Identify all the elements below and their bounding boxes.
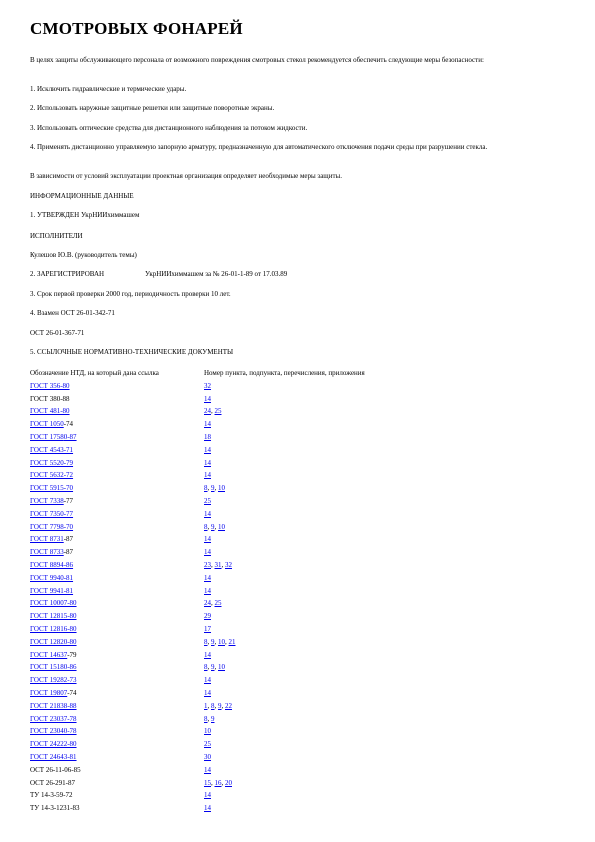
document-link[interactable]: ГОСТ 8894-86 (30, 561, 74, 569)
document-designation (30, 638, 77, 647)
clause-link[interactable]: 9 (211, 484, 215, 493)
section-heading-references: 5. ССЫЛОЧНЫЕ НОРМАТИВНО-ТЕХНИЧЕСКИЕ ДОКУМЕНТЫ (30, 348, 234, 356)
separator: , (207, 714, 211, 723)
document-designation (30, 651, 77, 660)
clause-link[interactable]: 20 (225, 778, 232, 787)
clause-references (204, 523, 225, 532)
separator: , (211, 599, 215, 608)
clause-references (204, 779, 232, 788)
document-text: ТУ 14-3-1231-83 (30, 804, 80, 813)
document-link[interactable]: ГОСТ 12820-80 (30, 637, 77, 646)
document-designation (30, 382, 70, 391)
clause-references (204, 484, 225, 493)
document-link[interactable]: ГОСТ 10007-80 (30, 599, 77, 608)
clause-link[interactable]: 14 (204, 804, 211, 813)
document-link[interactable]: ГОСТ 481-80 (30, 407, 70, 416)
document-link[interactable]: ГОСТ 5915-70 (30, 484, 74, 493)
separator: , (221, 778, 225, 787)
document-link[interactable]: ГОСТ 356-80 (30, 381, 70, 390)
document-designation (30, 574, 73, 583)
document-link[interactable]: ГОСТ 24222-80 (30, 740, 77, 749)
document-designation (30, 471, 73, 480)
safety-item-3: 3. Использовать оптические средства для дистанционного наблюдения за потоком жидкости. (30, 124, 308, 132)
section-heading-executors: ИСПОЛНИТЕЛИ (30, 232, 83, 240)
clause-link[interactable]: 21 (228, 637, 236, 646)
clause-link[interactable]: 30 (204, 753, 211, 761)
document-designation (30, 523, 73, 532)
clause-link[interactable]: 9 (211, 714, 215, 723)
document-designation (30, 599, 77, 608)
document-text: -79 (67, 650, 77, 659)
clause-references (204, 740, 211, 749)
clause-references (204, 382, 211, 391)
clause-link[interactable]: 8 (204, 522, 208, 531)
clause-link[interactable]: 14 (204, 548, 211, 557)
safety-item-1: 1. Исключить гидравлические и термические удары. (30, 85, 187, 93)
clause-references (204, 638, 236, 647)
clause-references (204, 727, 211, 736)
clause-link[interactable]: 1 (204, 701, 208, 710)
separator: , (214, 522, 218, 531)
clause-link[interactable]: 9 (211, 663, 215, 672)
document-designation (30, 561, 73, 570)
table-row (30, 638, 570, 651)
clause-references (204, 599, 222, 608)
table-row (30, 523, 570, 536)
document-link[interactable]: ГОСТ 7350-77 (30, 509, 74, 518)
table-row (30, 740, 570, 753)
document-link[interactable]: ГОСТ 12816-80 (30, 625, 77, 633)
document-link[interactable]: ГОСТ 7798-70 (30, 522, 74, 531)
document-link[interactable]: ГОСТ 15180-86 (30, 663, 77, 672)
clause-references (204, 446, 211, 455)
table-row (30, 625, 570, 638)
clause-link[interactable]: 14 (204, 420, 211, 429)
table-row (30, 510, 570, 523)
document-designation (30, 407, 70, 416)
document-link[interactable]: ГОСТ 9940-81 (30, 573, 74, 582)
separator: , (214, 701, 218, 710)
table-row (30, 382, 570, 395)
table-row (30, 484, 570, 497)
clause-link[interactable]: 10 (218, 522, 225, 531)
clause-link[interactable]: 22 (225, 701, 232, 710)
clause-references (204, 804, 211, 813)
separator: , (225, 637, 229, 646)
clause-link[interactable]: 17 (204, 625, 211, 633)
document-link[interactable]: ГОСТ 5520-79 (30, 458, 74, 467)
document-link[interactable]: ГОСТ 4543-71 (30, 445, 74, 454)
document-text: ТУ 14-3-59-72 (30, 791, 73, 800)
clause-references (204, 510, 211, 519)
document-link[interactable]: ГОСТ 7338 (30, 497, 64, 505)
clause-link[interactable]: 18 (204, 433, 211, 441)
document-text: -77 (63, 497, 74, 505)
clause-references (204, 561, 232, 570)
document-text: -87 (63, 548, 74, 557)
clause-link[interactable]: 9 (211, 637, 215, 646)
document-designation (30, 548, 73, 557)
table-header-document: Обозначение НТД, на который дана ссылка (30, 369, 159, 377)
separator: , (207, 637, 211, 646)
table-row (30, 420, 570, 433)
document-link[interactable]: ГОСТ 1050 (30, 420, 64, 429)
clause-references (204, 574, 211, 583)
clause-link[interactable]: 8 (204, 663, 208, 672)
clause-link[interactable]: 23 (204, 561, 211, 569)
document-link[interactable]: ГОСТ 1758 (30, 433, 64, 441)
separator: , (221, 561, 225, 569)
table-row (30, 727, 570, 740)
separator: , (207, 484, 211, 493)
clause-link[interactable]: 8 (204, 714, 208, 723)
clause-link[interactable]: 32 (204, 381, 211, 390)
clause-link[interactable]: 14 (204, 509, 211, 518)
clause-references (204, 625, 211, 634)
table-row (30, 535, 570, 548)
registration-value: УкрНИИхиммашем за № 26-01-1-89 от 17.03.89 (145, 270, 288, 278)
document-designation (30, 791, 72, 800)
clause-references (204, 791, 211, 800)
clause-link[interactable]: 14 (204, 471, 211, 480)
document-designation (30, 433, 77, 442)
document-link[interactable]: ГОСТ 19807 (30, 689, 68, 697)
clause-references (204, 676, 211, 685)
clause-link[interactable]: 14 (204, 676, 211, 685)
clause-references (204, 702, 232, 711)
clause-references (204, 663, 225, 672)
table-row (30, 779, 570, 792)
clause-references (204, 459, 211, 468)
clause-references (204, 689, 211, 698)
document-designation (30, 689, 77, 698)
clause-link[interactable]: 25 (214, 407, 222, 416)
clause-link[interactable]: 8 (204, 637, 208, 646)
document-designation (30, 459, 73, 468)
clause-link[interactable]: 15 (204, 778, 211, 787)
document-link[interactable]: ГОСТ 12815-80 (30, 612, 77, 621)
clause-link[interactable]: 9 (218, 701, 222, 710)
document-designation (30, 740, 77, 749)
document-designation (30, 727, 77, 736)
clause-link[interactable]: 10 (218, 663, 225, 672)
replaces-standard: 4. Взамен ОСТ 26-01-342-71 (30, 309, 115, 317)
clause-link[interactable]: 10 (218, 637, 225, 646)
registration-label: 2. ЗАРЕГИСТРИРОВАН (30, 270, 105, 278)
document-text: ГОСТ 380-88 (30, 394, 70, 403)
clause-link[interactable]: 10 (218, 484, 225, 493)
separator: , (211, 407, 215, 416)
document-link[interactable]: ГОСТ 9941-81 (30, 586, 74, 595)
document-designation (30, 420, 73, 429)
clause-references (204, 420, 211, 429)
document-designation (30, 510, 73, 519)
clause-references (204, 497, 211, 506)
document-designation (30, 446, 73, 455)
document-link[interactable]: 0-87 (63, 433, 77, 441)
section-heading-info: ИНФОРМАЦИОННЫЕ ДАННЫЕ (30, 192, 134, 200)
clause-link[interactable]: 8 (211, 701, 215, 710)
document-designation (30, 497, 73, 506)
table-row (30, 561, 570, 574)
document-designation (30, 804, 79, 813)
table-row (30, 548, 570, 561)
separator: , (214, 637, 218, 646)
clause-references (204, 548, 211, 557)
clause-link[interactable]: 24 (204, 407, 211, 416)
document-link[interactable]: ГОСТ 23040-78 (30, 727, 77, 736)
table-row (30, 715, 570, 728)
document-link[interactable]: ГОСТ 8731 (30, 535, 64, 544)
table-row (30, 651, 570, 664)
document-designation (30, 484, 73, 493)
clause-references (204, 535, 211, 544)
executor-name: Кулешов Ю.В. (руководитель темы) (30, 251, 137, 259)
document-designation (30, 395, 70, 404)
clause-link[interactable]: 14 (204, 445, 211, 454)
document-link[interactable]: ГОСТ 21838-88 (30, 701, 77, 710)
document-designation (30, 779, 75, 788)
clause-link[interactable]: 25 (204, 740, 211, 749)
document-text: ОСТ 26-291-87 (30, 778, 75, 787)
intro-paragraph: В целях защиты обслуживающего персонала от возможного повреждения смотровых стекол рекомендуется обеспечить следующие меры безопасности: (30, 56, 484, 64)
table-row (30, 753, 570, 766)
document-designation (30, 535, 73, 544)
clause-references (204, 587, 211, 596)
table-row (30, 689, 570, 702)
document-text: -87 (63, 535, 74, 544)
document-designation (30, 663, 77, 672)
separator: , (211, 778, 215, 787)
separator: , (214, 663, 218, 672)
clause-link[interactable]: 10 (204, 727, 211, 736)
table-row (30, 446, 570, 459)
table-row (30, 766, 570, 779)
clause-link[interactable]: 32 (225, 561, 232, 569)
separator: , (221, 701, 225, 710)
table-row (30, 702, 570, 715)
clause-link[interactable]: 14 (204, 573, 211, 582)
review-period: 3. Срок первой проверки 2000 год, периодичность проверки 10 лет. (30, 290, 231, 298)
clause-references (204, 395, 211, 404)
document-designation (30, 676, 77, 685)
document-link[interactable]: ГОСТ 14637 (30, 650, 68, 659)
table-row (30, 497, 570, 510)
separator: , (214, 484, 218, 493)
table-row (30, 587, 570, 600)
clause-references (204, 753, 211, 762)
table-row (30, 599, 570, 612)
table-row (30, 574, 570, 587)
table-row (30, 471, 570, 484)
clause-references (204, 766, 211, 775)
clause-references (204, 433, 211, 442)
table-row (30, 395, 570, 408)
clause-link[interactable]: 8 (204, 484, 208, 493)
document-link[interactable]: ГОСТ 19282-73 (30, 676, 77, 685)
protection-note: В зависимости от условий эксплуатации проектная организация определяет необходимые меры защиты. (30, 172, 342, 180)
separator: , (207, 663, 211, 672)
clause-references (204, 612, 211, 621)
table-row (30, 407, 570, 420)
table-header-clauses: Номер пункта, подпункта, перечисления, приложения (204, 369, 365, 377)
document-designation (30, 587, 73, 596)
document-designation (30, 715, 77, 724)
table-row (30, 804, 570, 817)
clause-link[interactable]: 14 (204, 650, 211, 659)
document-link[interactable]: ГОСТ 5632-72 (30, 471, 74, 480)
clause-link[interactable]: 31 (214, 561, 222, 569)
document-text: -74 (63, 420, 74, 429)
clause-link[interactable]: 9 (211, 522, 215, 531)
clause-link[interactable]: 14 (204, 535, 211, 544)
separator: , (211, 561, 215, 569)
document-link[interactable]: ГОСТ 23037-78 (30, 714, 77, 723)
replaced-standard-2: ОСТ 26-01-367-71 (30, 329, 85, 337)
table-row (30, 433, 570, 446)
page-title: СМОТРОВЫХ ФОНАРЕЙ (30, 19, 243, 38)
document-designation (30, 766, 81, 775)
clause-link[interactable]: 14 (204, 394, 211, 403)
document-link[interactable]: ГОСТ 24643-81 (30, 753, 77, 761)
clause-link[interactable]: 16 (214, 778, 222, 787)
safety-item-2: 2. Использовать наружные защитные решетки или защитные поворотные экраны. (30, 104, 275, 112)
clause-link[interactable]: 14 (204, 586, 211, 595)
table-row (30, 791, 570, 804)
table-row (30, 676, 570, 689)
document-designation (30, 612, 77, 621)
document-designation (30, 753, 77, 762)
clause-references (204, 407, 222, 416)
document-link[interactable]: ГОСТ 8733 (30, 548, 64, 557)
separator: , (207, 522, 211, 531)
clause-link[interactable]: 25 (214, 599, 222, 608)
clause-references (204, 651, 211, 660)
table-header-row (30, 369, 570, 382)
clause-references (204, 471, 211, 480)
clause-link[interactable]: 29 (204, 612, 211, 621)
table-row (30, 459, 570, 472)
document-text: -74 (67, 689, 77, 697)
clause-references (204, 715, 215, 724)
clause-link[interactable]: 14 (204, 458, 211, 467)
registration-line (30, 270, 565, 279)
clause-link[interactable]: 14 (204, 765, 211, 774)
clause-link[interactable]: 14 (204, 791, 211, 800)
clause-link[interactable]: 25 (204, 497, 211, 505)
table-row (30, 612, 570, 625)
table-row (30, 663, 570, 676)
clause-link[interactable]: 14 (204, 689, 211, 697)
safety-item-4: 4. Применять дистанционно управляемую запорную арматуру, предназначенную для автоматического отключения подачи среды при разрушении стекла. (30, 143, 488, 151)
document-designation (30, 625, 77, 634)
document-designation (30, 702, 77, 711)
document-text: ОСТ 26-11-06-85 (30, 765, 81, 774)
separator: , (207, 701, 211, 710)
clause-link[interactable]: 24 (204, 599, 211, 608)
approved-by: 1. УТВЕРЖДЕН УкрНИИхиммашем (30, 211, 140, 219)
